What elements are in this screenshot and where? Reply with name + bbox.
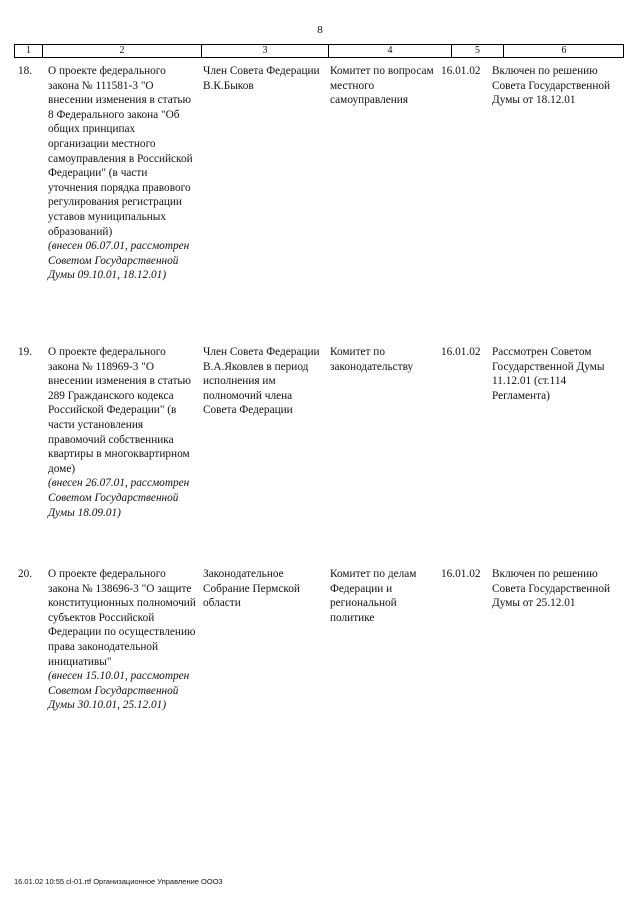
row-committee: Комитет по делам Федерации и региональной политике [330,568,417,624]
row-number: 20. [18,568,33,580]
row-number: 19. [18,346,33,358]
row-title-text: О проекте федерального закона № 111581-3 "О внесении изменения в статью 8 Федерального закона "Об общих принципах организации местного самоуправления в Российской Федерации" (в части уточнения порядка правового регулирования регистрации уставов муниципальных образований) [48,65,193,238]
row-date: 16.01.02 [441,65,481,77]
column-header-6: 6 [561,45,567,56]
document-footer: 16.01.02 10:55 cl-01.rtf Организационное Управление ООО3 [14,877,223,886]
row-author: Законодательное Собрание Пермской области [203,568,300,610]
row-status: Включен по решению Совета Государственной Думы от 25.12.01 [492,568,611,610]
row-status: Рассмотрен Советом Государственной Думы 11.12.01 (ст.114 Регламента) [492,346,605,402]
row-note: (внесен 15.10.01, рассмотрен Советом Государственной Думы 30.10.01, 25.12.01) [48,670,190,712]
row-author: Член Совета Федерации В.К.Быков [203,65,320,92]
row-status: Включен по решению Совета Государственной Думы от 18.12.01 [492,65,611,107]
column-header-3: 3 [202,45,329,57]
row-date: 16.01.02 [441,346,481,358]
column-header-5: 5 [452,45,504,57]
column-header-1: 1 [15,45,43,57]
row-note: (внесен 26.07.01, рассмотрен Советом Государственной Думы 18.09.01) [48,477,190,519]
column-header-2: 2 [43,45,202,57]
row-title-text: О проекте федерального закона № 118969-3 "О внесении изменения в статью 289 Гражданского кодекса Российской Федерации" (в части установления правомочий собственника квартиры в многоквартирном доме) [48,346,191,475]
row-author: Член Совета Федерации В.А.Яковлев в период исполнения им полномочий члена Совета Федерации [203,346,320,417]
row-number: 18. [18,65,33,77]
row-title-text: О проекте федерального закона № 138696-3 "О защите конституционных полномочий субъектов Российской Федерации по осуществлению права законодательной инициативы" [48,568,196,668]
table-header [14,44,624,58]
row-date: 16.01.02 [441,568,481,580]
row-note: (внесен 06.07.01, рассмотрен Советом Государственной Думы 09.10.01, 18.12.01) [48,240,190,282]
page-number: 8 [317,24,323,36]
row-title [48,567,198,713]
row-committee: Комитет по вопросам местного самоуправления [330,65,434,107]
row-committee: Комитет по законодательству [330,346,414,373]
row-title [48,64,198,283]
row-title [48,345,198,520]
column-header-4: 4 [329,45,452,57]
